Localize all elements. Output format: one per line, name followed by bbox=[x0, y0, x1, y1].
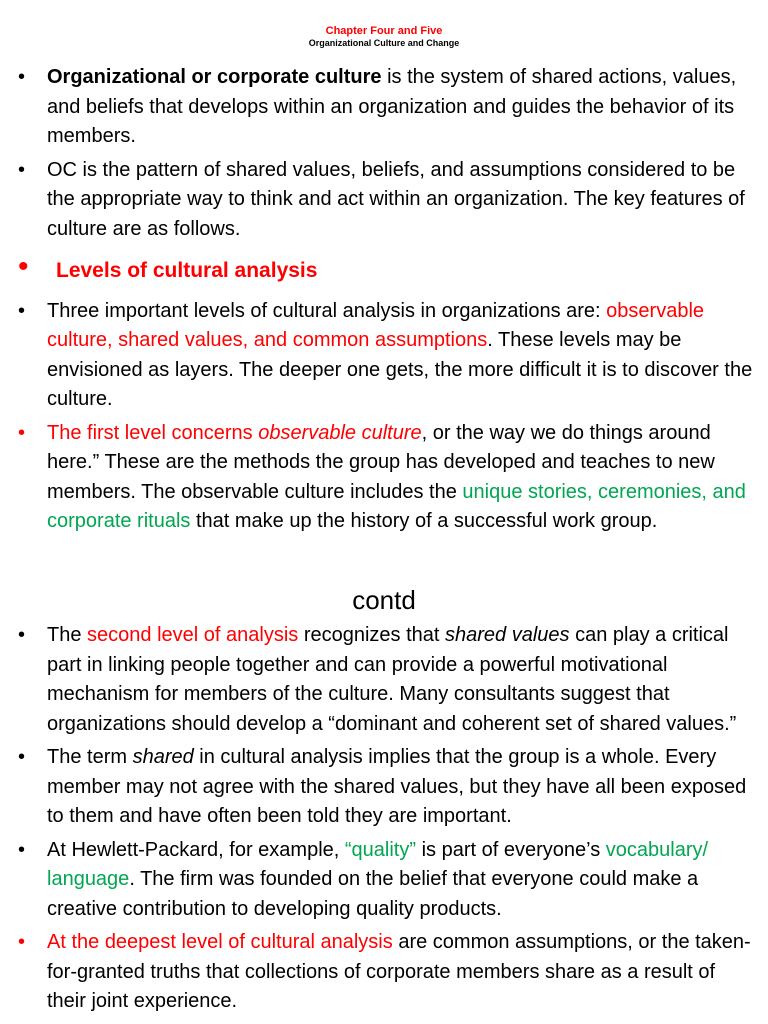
bullet-text: . These levels may be envisioned as layers. The deeper one gets, the more difficult it is to discover the culture. bbox=[47, 329, 753, 410]
bullet-item bbox=[0, 928, 768, 1017]
highlight-red: The first level concerns bbox=[47, 421, 259, 444]
bullet-item bbox=[0, 419, 768, 537]
highlight-red-italic: observable culture bbox=[258, 421, 422, 444]
slide-title: contd bbox=[352, 585, 416, 615]
bullet-text: that make up the history of a successful work group. bbox=[190, 510, 658, 532]
bullet-icon: • bbox=[18, 746, 26, 768]
bullet-text: Three important levels of cultural analysis in organizations are: bbox=[47, 299, 607, 322]
bullet-text: can play a critical part in linking people together and can provide a powerful motivational mechanism for members of the culture. Many consultants suggest that organizations should develop a “dominant and coherent set of shared values.” bbox=[47, 624, 737, 735]
bullet-text: The term bbox=[47, 746, 133, 768]
highlight-red: At the deepest level of cultural analysis bbox=[47, 931, 393, 953]
highlight-red: second level of analysis bbox=[87, 624, 299, 646]
slide-subtitle: Organizational Culture and Change bbox=[308, 38, 460, 48]
bullet-text: in cultural analysis implies that the group is a whole. Every member may not agree with the shared values, but they have all been exposed to them and have often been told they are important. bbox=[47, 746, 747, 827]
bullet-item bbox=[0, 297, 768, 415]
highlight-green: unique stories, ceremonies, and corporate rituals bbox=[47, 480, 746, 532]
bullet-text: , or the way we do things around here.” These are the methods the group has developed and teaches to new members. The observable culture includes the bbox=[47, 421, 715, 503]
bullet-item bbox=[0, 621, 768, 739]
bullet-icon: • bbox=[18, 66, 26, 88]
bullet-icon: • bbox=[18, 421, 26, 444]
bullet-list bbox=[0, 63, 768, 537]
bullet-text: recognizes that bbox=[298, 624, 446, 646]
bullet-icon: • bbox=[18, 624, 26, 646]
bullet-text: At Hewlett-Packard, for example, bbox=[47, 838, 345, 861]
bullet-icon: • bbox=[18, 838, 26, 861]
bullet-text: OC is the pattern of shared values, beliefs, and assumptions considered to be the appropriate way to think and act within an organization. The key features of culture are as follows. bbox=[47, 158, 745, 240]
bullet-text: is part of everyone’s bbox=[416, 838, 606, 861]
bullet-text: . The firm was founded on the belief that everyone could make a creative contribution to developing quality products. bbox=[47, 868, 699, 920]
bullet-item bbox=[0, 743, 768, 832]
highlight-green: vocabulary/ language bbox=[47, 838, 709, 890]
bullet-text: The bbox=[47, 624, 88, 646]
bullet-icon: • bbox=[18, 250, 29, 283]
slide-2 bbox=[0, 580, 768, 1024]
bullet-icon: • bbox=[18, 299, 26, 322]
section-heading: Levels of cultural analysis bbox=[56, 259, 318, 282]
bullet-item bbox=[0, 156, 768, 245]
highlight-green: “quality” bbox=[344, 838, 417, 861]
slide-title: Chapter Four and Five bbox=[325, 25, 443, 37]
bullet-text: are common assumptions, or the taken-for-granted truths that collections of corporate members share as a result of their joint experience. bbox=[47, 931, 751, 1012]
bullet-icon: • bbox=[18, 931, 26, 953]
bullet-item bbox=[0, 63, 768, 152]
bullet-list bbox=[0, 621, 768, 1017]
bullet-item bbox=[0, 836, 768, 925]
highlight-red: observable culture, shared values, and common assumptions bbox=[47, 299, 705, 351]
section-heading-item bbox=[0, 250, 768, 287]
italic-term: shared values bbox=[445, 624, 570, 646]
bullet-text: is the system of shared actions, values, and beliefs that develops within an organization and guides the behavior of its members. bbox=[47, 66, 737, 147]
italic-term: shared bbox=[132, 746, 194, 768]
bold-term: Organizational or corporate culture bbox=[47, 66, 382, 88]
bullet-icon: • bbox=[18, 158, 26, 181]
